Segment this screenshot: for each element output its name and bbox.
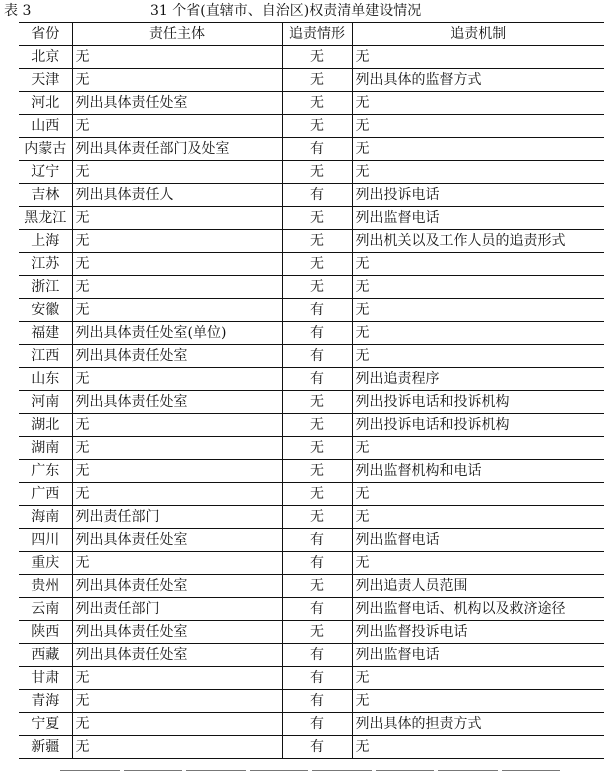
cell-province: 四川 xyxy=(19,529,72,552)
cell-province: 浙江 xyxy=(19,276,72,299)
cell-mechanism: 无 xyxy=(352,276,604,299)
cell-subject: 无 xyxy=(72,253,282,276)
cell-situation: 无 xyxy=(282,460,352,483)
cell-province: 天津 xyxy=(19,69,72,92)
cell-situation: 无 xyxy=(282,253,352,276)
cell-situation: 无 xyxy=(282,161,352,184)
cell-subject: 列出责任部门 xyxy=(72,506,282,529)
accountability-table xyxy=(19,22,604,759)
table-row xyxy=(19,368,604,391)
cell-subject: 列出具体责任人 xyxy=(72,184,282,207)
cell-situation: 无 xyxy=(282,92,352,115)
table-row xyxy=(19,483,604,506)
cell-mechanism: 无 xyxy=(352,690,604,713)
cell-mechanism: 无 xyxy=(352,437,604,460)
cell-situation: 无 xyxy=(282,621,352,644)
cell-subject: 无 xyxy=(72,414,282,437)
cell-province: 新疆 xyxy=(19,736,72,759)
cell-situation: 无 xyxy=(282,46,352,69)
cut-off-lines xyxy=(60,770,604,775)
table-row xyxy=(19,46,604,69)
table-body xyxy=(19,46,604,759)
cell-situation: 有 xyxy=(282,690,352,713)
cell-situation: 无 xyxy=(282,230,352,253)
cell-mechanism: 列出监督电话 xyxy=(352,207,604,230)
cell-situation: 有 xyxy=(282,713,352,736)
cell-mechanism: 列出具体的监督方式 xyxy=(352,69,604,92)
table-row xyxy=(19,207,604,230)
cell-subject: 无 xyxy=(72,161,282,184)
cell-situation: 有 xyxy=(282,598,352,621)
cell-situation: 有 xyxy=(282,345,352,368)
cell-situation: 有 xyxy=(282,322,352,345)
cell-province: 河南 xyxy=(19,391,72,414)
cell-mechanism: 无 xyxy=(352,506,604,529)
table-row xyxy=(19,690,604,713)
cell-subject: 列出具体责任部门及处室 xyxy=(72,138,282,161)
cell-mechanism: 列出具体的担责方式 xyxy=(352,713,604,736)
table-row xyxy=(19,345,604,368)
cell-province: 甘肃 xyxy=(19,667,72,690)
table-label: 表 3 xyxy=(4,3,32,19)
cell-mechanism: 无 xyxy=(352,92,604,115)
table-row xyxy=(19,230,604,253)
cell-mechanism: 无 xyxy=(352,161,604,184)
table-row xyxy=(19,552,604,575)
cell-province: 青海 xyxy=(19,690,72,713)
cell-situation: 有 xyxy=(282,368,352,391)
cell-situation: 无 xyxy=(282,575,352,598)
table-row xyxy=(19,138,604,161)
cell-situation: 无 xyxy=(282,506,352,529)
cell-subject: 无 xyxy=(72,552,282,575)
cell-mechanism: 无 xyxy=(352,667,604,690)
cell-mechanism: 列出机关以及工作人员的追责形式 xyxy=(352,230,604,253)
cell-subject: 列出具体责任处室 xyxy=(72,621,282,644)
cell-province: 湖北 xyxy=(19,414,72,437)
cell-situation: 无 xyxy=(282,115,352,138)
cell-province: 广东 xyxy=(19,460,72,483)
cell-mechanism: 列出监督电话、机构以及救济途径 xyxy=(352,598,604,621)
cell-mechanism: 列出监督机构和电话 xyxy=(352,460,604,483)
cell-mechanism: 列出投诉电话和投诉机构 xyxy=(352,391,604,414)
cell-mechanism: 列出监督投诉电话 xyxy=(352,621,604,644)
cell-mechanism: 无 xyxy=(352,115,604,138)
cell-province: 广西 xyxy=(19,483,72,506)
table-row xyxy=(19,184,604,207)
cell-mechanism: 无 xyxy=(352,736,604,759)
cell-subject: 列出具体责任处室 xyxy=(72,345,282,368)
cell-subject: 无 xyxy=(72,276,282,299)
cell-province: 宁夏 xyxy=(19,713,72,736)
cell-mechanism: 无 xyxy=(352,345,604,368)
cell-province: 山东 xyxy=(19,368,72,391)
cell-mechanism: 列出投诉电话 xyxy=(352,184,604,207)
table-row xyxy=(19,69,604,92)
cell-situation: 有 xyxy=(282,644,352,667)
table-row xyxy=(19,322,604,345)
table-row xyxy=(19,644,604,667)
cell-subject: 无 xyxy=(72,115,282,138)
cell-mechanism: 无 xyxy=(352,138,604,161)
cell-situation: 有 xyxy=(282,529,352,552)
cell-province: 江西 xyxy=(19,345,72,368)
cell-subject: 无 xyxy=(72,230,282,253)
header-situation: 追责情形 xyxy=(282,23,352,46)
cell-mechanism: 列出追责人员范围 xyxy=(352,575,604,598)
cell-province: 重庆 xyxy=(19,552,72,575)
cell-subject: 无 xyxy=(72,207,282,230)
table-row xyxy=(19,575,604,598)
cell-province: 黑龙江 xyxy=(19,207,72,230)
cell-subject: 列出具体责任处室(单位) xyxy=(72,322,282,345)
cell-province: 吉林 xyxy=(19,184,72,207)
cell-province: 陕西 xyxy=(19,621,72,644)
table-row xyxy=(19,506,604,529)
table-caption xyxy=(0,0,604,22)
cell-subject: 无 xyxy=(72,368,282,391)
cell-province: 西藏 xyxy=(19,644,72,667)
cell-province: 内蒙古 xyxy=(19,138,72,161)
cell-situation: 无 xyxy=(282,276,352,299)
cell-situation: 无 xyxy=(282,391,352,414)
cell-mechanism: 无 xyxy=(352,253,604,276)
cell-subject: 列出具体责任处室 xyxy=(72,391,282,414)
table-row xyxy=(19,529,604,552)
table-row xyxy=(19,161,604,184)
cell-province: 海南 xyxy=(19,506,72,529)
cell-situation: 无 xyxy=(282,69,352,92)
table-row xyxy=(19,115,604,138)
cell-subject: 列出具体责任处室 xyxy=(72,575,282,598)
cell-province: 北京 xyxy=(19,46,72,69)
table-row xyxy=(19,437,604,460)
table-row xyxy=(19,667,604,690)
cell-subject: 无 xyxy=(72,667,282,690)
cell-subject: 无 xyxy=(72,736,282,759)
cell-mechanism: 无 xyxy=(352,483,604,506)
cell-subject: 列出责任部门 xyxy=(72,598,282,621)
cell-province: 江苏 xyxy=(19,253,72,276)
cell-situation: 有 xyxy=(282,299,352,322)
cell-mechanism: 无 xyxy=(352,46,604,69)
table-row xyxy=(19,736,604,759)
cell-situation: 有 xyxy=(282,138,352,161)
cell-situation: 有 xyxy=(282,184,352,207)
cell-situation: 无 xyxy=(282,483,352,506)
cell-subject: 无 xyxy=(72,437,282,460)
cell-province: 云南 xyxy=(19,598,72,621)
cell-situation: 无 xyxy=(282,437,352,460)
cell-subject: 无 xyxy=(72,460,282,483)
cell-province: 上海 xyxy=(19,230,72,253)
cell-subject: 列出具体责任处室 xyxy=(72,644,282,667)
cell-subject: 列出具体责任处室 xyxy=(72,529,282,552)
cell-province: 福建 xyxy=(19,322,72,345)
cell-situation: 有 xyxy=(282,552,352,575)
cell-subject: 无 xyxy=(72,69,282,92)
cell-subject: 无 xyxy=(72,46,282,69)
cell-province: 贵州 xyxy=(19,575,72,598)
header-row xyxy=(19,23,604,46)
cell-mechanism: 列出投诉电话和投诉机构 xyxy=(352,414,604,437)
cell-subject: 无 xyxy=(72,690,282,713)
cell-subject: 无 xyxy=(72,299,282,322)
table-row xyxy=(19,713,604,736)
cell-mechanism: 无 xyxy=(352,299,604,322)
cell-subject: 无 xyxy=(72,713,282,736)
cell-mechanism: 列出追责程序 xyxy=(352,368,604,391)
table-row xyxy=(19,460,604,483)
cell-subject: 无 xyxy=(72,483,282,506)
table-row xyxy=(19,391,604,414)
table-row xyxy=(19,414,604,437)
table-row xyxy=(19,92,604,115)
cell-mechanism: 列出监督电话 xyxy=(352,529,604,552)
cell-mechanism: 无 xyxy=(352,552,604,575)
cell-province: 湖南 xyxy=(19,437,72,460)
cell-subject: 列出具体责任处室 xyxy=(72,92,282,115)
cell-mechanism: 无 xyxy=(352,322,604,345)
table-row xyxy=(19,299,604,322)
table-row xyxy=(19,253,604,276)
header-subject: 责任主体 xyxy=(72,23,282,46)
table-title: 31 个省(直辖市、自治区)权责清单建设情况 xyxy=(150,3,422,19)
table-row xyxy=(19,276,604,299)
cell-situation: 有 xyxy=(282,667,352,690)
header-mechanism: 追责机制 xyxy=(352,23,604,46)
cell-province: 河北 xyxy=(19,92,72,115)
table-row xyxy=(19,621,604,644)
cell-situation: 有 xyxy=(282,736,352,759)
cell-situation: 无 xyxy=(282,207,352,230)
cell-situation: 无 xyxy=(282,414,352,437)
header-province: 省份 xyxy=(19,23,72,46)
cell-province: 安徽 xyxy=(19,299,72,322)
cell-mechanism: 列出监督电话 xyxy=(352,644,604,667)
cell-province: 辽宁 xyxy=(19,161,72,184)
table-row xyxy=(19,598,604,621)
cell-province: 山西 xyxy=(19,115,72,138)
